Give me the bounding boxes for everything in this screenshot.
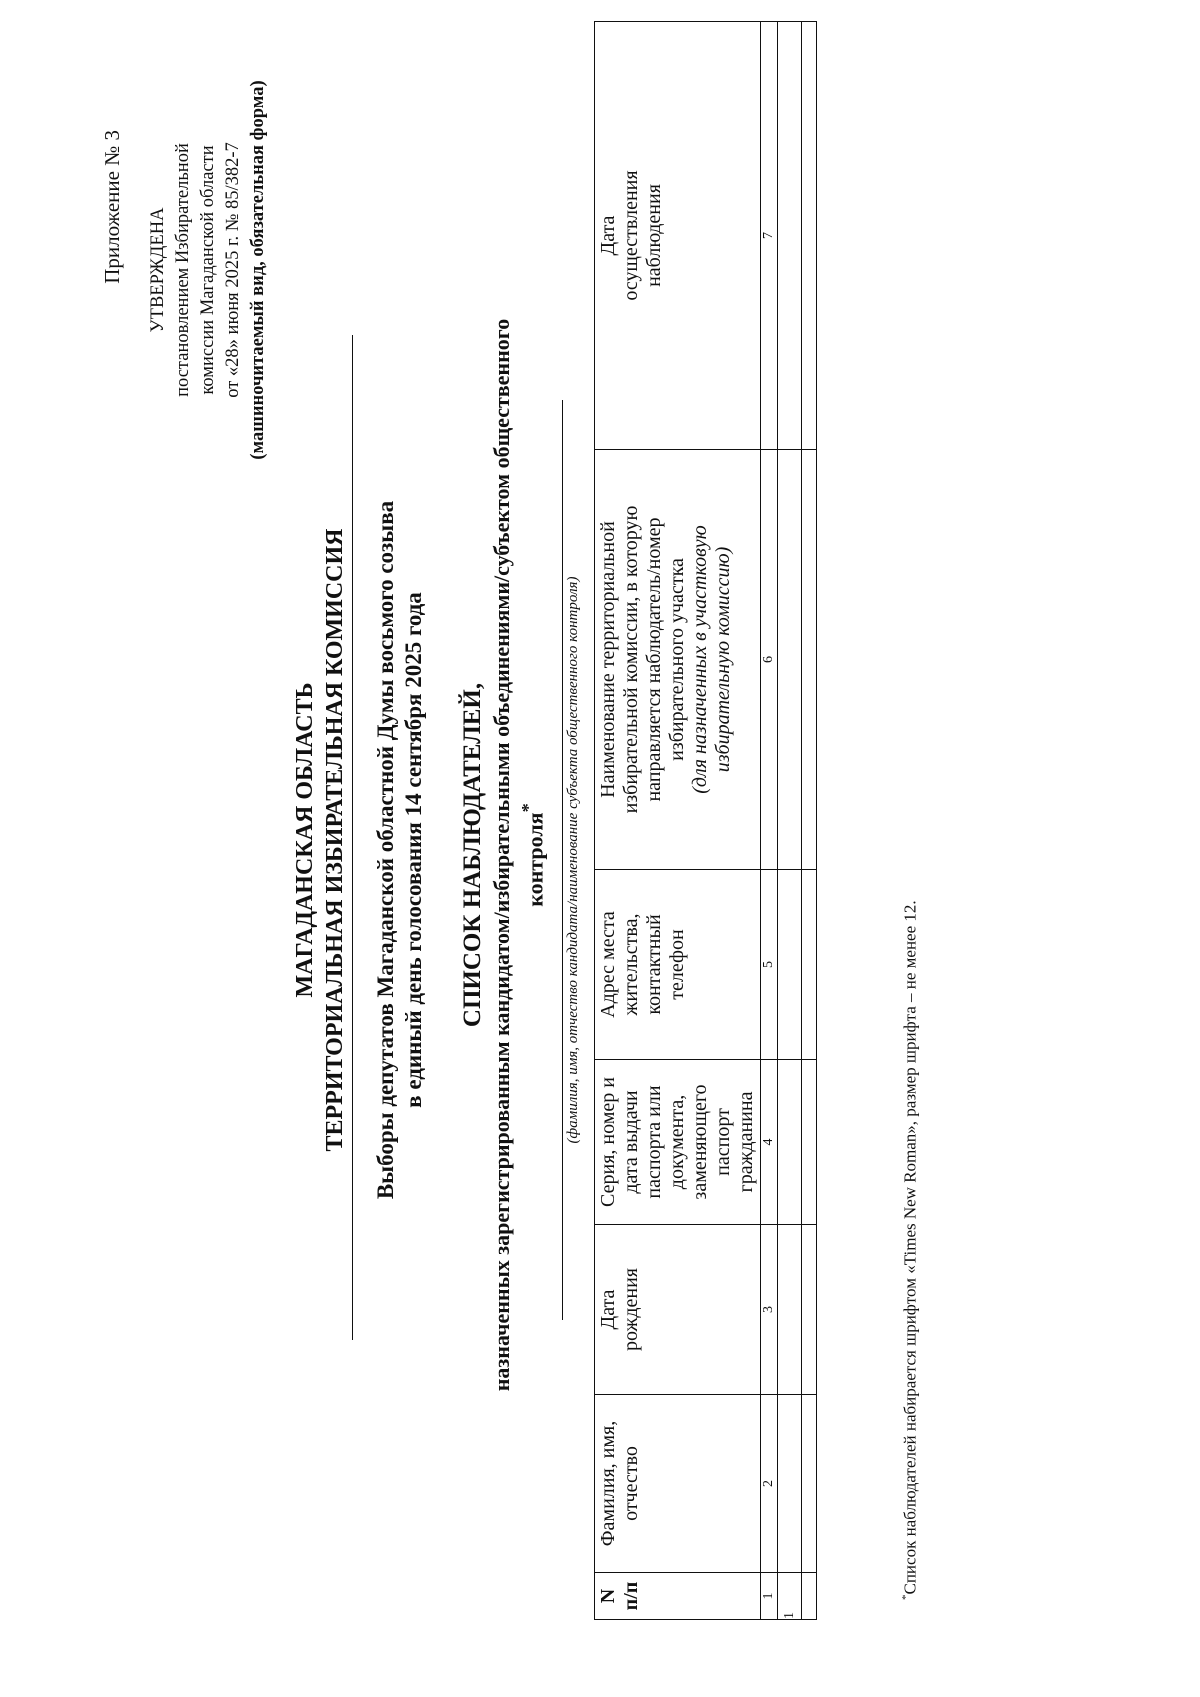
row-cell [802, 450, 817, 870]
approval-line-4: (машиночитаемый вид, обязательная форма) [248, 80, 268, 460]
approval-line-2: комиссии Магаданской области [198, 145, 218, 395]
column-number: 4 [761, 1060, 778, 1225]
table-row [802, 22, 817, 1620]
row-cell [778, 1395, 802, 1573]
list-subtitle-2: контроля* [518, 803, 548, 907]
header-number: N п/п [595, 1573, 761, 1620]
approval-line-3: от «28» июня 2025 г. № 85/382-7 [223, 142, 243, 398]
column-number-row [761, 22, 778, 1620]
column-number: 5 [761, 870, 778, 1060]
header-address: Адрес места жительства, контактный телефон [595, 870, 761, 1060]
table-header-row [595, 22, 761, 1620]
approval-line-1: постановлением Избирательной [173, 143, 193, 397]
candidate-name-line [562, 400, 563, 1320]
observers-table [594, 21, 817, 1620]
elections-title [372, 300, 428, 1400]
row-cell [778, 1060, 802, 1225]
row-cell [778, 870, 802, 1060]
document-sheet [100, 70, 1090, 1640]
row-cell [802, 870, 817, 1060]
elections-line-1: Выборы депутатов Магаданской областной Думы восьмого созыва [373, 500, 398, 1200]
header-full-name: Фамилия, имя, отчество [595, 1395, 761, 1573]
header-observation-date: Дата осуществления наблюдения [595, 22, 761, 450]
annex-number: Приложение № 3 [100, 130, 124, 284]
list-subtitle-1: назначенных зарегистрированным кандидатом/избирательными объединениями/субъектом общественного [489, 318, 514, 1392]
header-birth-date: Дата рождения [595, 1225, 761, 1395]
row-cell [802, 1573, 817, 1620]
approval-title: УТВЕРЖДЕНА [148, 207, 168, 333]
footnote-asterisk: * [518, 803, 538, 813]
region-title [290, 340, 350, 1340]
candidate-name-hint: (фамилия, имя, отчество кандидата/наименование субъекта общественного контроля) [565, 576, 581, 1144]
row-cell [778, 450, 802, 870]
row-cell [778, 22, 802, 450]
commission-underline [352, 335, 353, 1340]
row-cell [802, 22, 817, 450]
row-cell [802, 1225, 817, 1395]
footnote-marker: * [900, 1594, 912, 1600]
footnote-text: Список наблюдателей набирается шрифтом «Times New Roman», размер шрифта – не менее 12. [900, 900, 920, 1595]
header-passport: Серия, номер и дата выдачи паспорта или документа, заменяющего паспорт гражданина [595, 1060, 761, 1225]
column-number: 2 [761, 1395, 778, 1573]
region-name: МАГАДАНСКАЯ ОБЛАСТЬ [292, 682, 318, 998]
list-heading [458, 70, 548, 1640]
header-commission: Наименование территориальной избирательной комиссии, в которую направляется наблюдатель/номер избирательного участка (для назначенных в участковую избирательную комиссию) [595, 450, 761, 870]
approval-stamp [146, 80, 271, 460]
row-cell [802, 1395, 817, 1573]
table-row [778, 22, 802, 1620]
footnote [900, 300, 921, 1600]
column-number: 6 [761, 450, 778, 870]
row-cell [802, 1060, 817, 1225]
row-number: 1 [778, 1573, 802, 1620]
column-number: 7 [761, 22, 778, 450]
row-cell [778, 1225, 802, 1395]
elections-line-2: в единый день голосования 14 сентября 2025 года [401, 592, 426, 1108]
column-number: 3 [761, 1225, 778, 1395]
column-number: 1 [761, 1573, 778, 1620]
commission-name: ТЕРРИТОРИАЛЬНАЯ ИЗБИРАТЕЛЬНАЯ КОМИССИЯ [322, 528, 348, 1152]
list-title: СПИСОК НАБЛЮДАТЕЛЕЙ, [459, 682, 486, 1028]
